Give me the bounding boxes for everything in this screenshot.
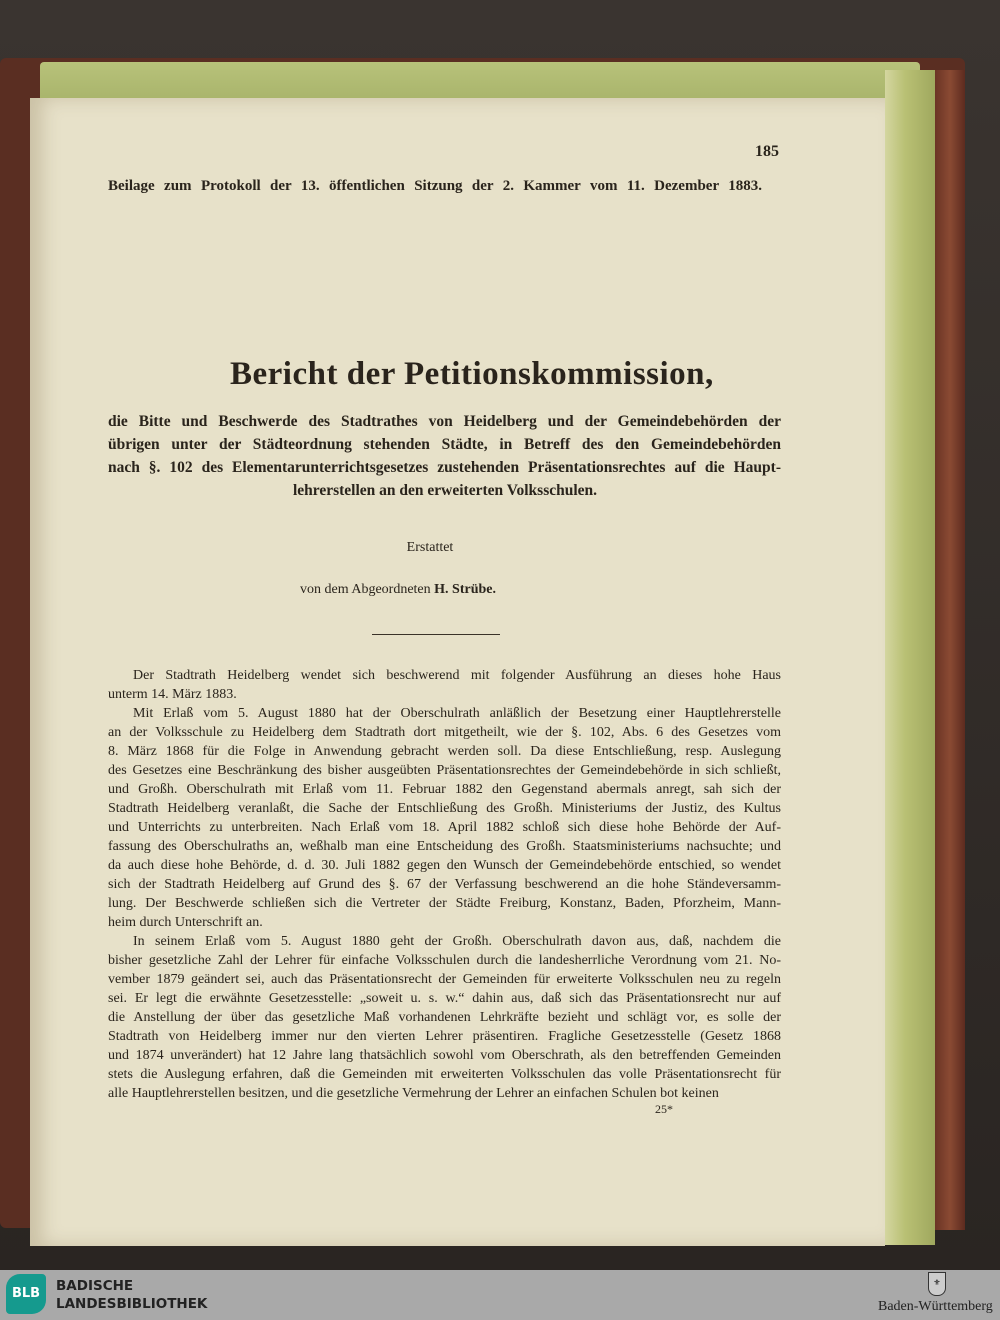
author-prefix: von dem Abgeordneten [300, 582, 431, 597]
book-spine [935, 70, 965, 1230]
coat-of-arms-icon: ⚜ [928, 1272, 946, 1296]
body-line: fassung des Oberschulraths an, weßhalb man eine Entscheidung des Großh. Staatsministeriums nachsuchte; und [108, 839, 781, 854]
author-line [300, 582, 496, 598]
library-name-line1: BADISCHE [56, 1278, 134, 1294]
body-line: sich der Stadtrath Heidelberg auf Grund des §. 67 der Verfassung beschwerend an die hohe Ständeversamm- [108, 877, 781, 892]
body-line: lung. Der Beschwerde schließen sich die Vertreter der Städte Freiburg, Konstanz, Baden, Pforzheim, Mann- [108, 896, 781, 911]
body-line: stets die Auslegung erfahren, daß die Gemeinden mit erweiterten Volksschulen das volle Präsentationsrecht für [108, 1067, 781, 1082]
library-name-line2: LANDESBIBLIOTHEK [56, 1296, 208, 1312]
body-line: Stadtrath Heidelberg veranlaßt, die Sache der Entschließung des Großh. Ministeriums der Justiz, des Kultus [108, 801, 781, 816]
author-name: H. Strübe. [434, 582, 496, 597]
document-title: Bericht der Petitionskommission, [230, 356, 714, 392]
page-number: 185 [755, 143, 779, 160]
subtitle-line: übrigen unter der Städteordnung stehenden Städte, in Betreff des den Gemeindebehörden [108, 436, 781, 453]
body-line: da auch diese hohe Behörde, d. d. 30. Juli 1882 gegen den Wunsch der Gemeindebehörde entschied, so wendet [108, 858, 781, 873]
blb-logo[interactable]: BLB [6, 1274, 46, 1314]
page-header: Beilage zum Protokoll der 13. öffentlichen Sitzung der 2. Kammer vom 11. Dezember 1883. [108, 178, 762, 194]
subtitle-line: die Bitte und Beschwerde des Stadtrathes von Heidelberg und der Gemeindebehörden der [108, 413, 781, 430]
body-line: 8. März 1868 für die Folge in Anwendung gebracht werden soll. Da diese Entschließung, resp. Auslegung [108, 744, 781, 759]
body-line: In seinem Erlaß vom 5. August 1880 geht der Großh. Oberschulrath davon aus, daß, nachdem die [133, 934, 781, 949]
erstattet-label: Erstattet [406, 540, 454, 555]
body-line: Der Stadtrath Heidelberg wendet sich beschwerend mit folgender Ausführung an dieses hohe Haus [133, 668, 781, 683]
body-line: Mit Erlaß vom 5. August 1880 hat der Oberschulrath anläßlich der Besetzung einer Hauptlehrerstelle [133, 706, 781, 721]
library-name[interactable] [56, 1277, 207, 1313]
body-line: vember 1879 geändert sei, auch das Präsentationsrecht der Gemeinden für erweiterte Volksschulen neu zu regeln [108, 972, 781, 987]
body-line: an der Volksschule zu Heidelberg dem Stadtrath dort mitgetheilt, wie der §. 102, Abs. 6 des Gesetzes vom [108, 725, 782, 740]
body-line: heim durch Unterschrift an. [108, 915, 263, 930]
body-line: und 1874 unverändert) hat 12 Jahre lang thatsächlich sowohl vom Oberschrath, als den betreffenden Gemeinden [108, 1048, 782, 1063]
body-line: die Anstellung der über das gesetzliche Maß vorhandenen Lehrkräfte bezieht und schlägt vor, es solle der [108, 1010, 781, 1025]
page-edges-right [885, 70, 935, 1245]
body-line: und Großh. Oberschulrath mit Erlaß vom 11. Februar 1882 den Gegenstand abermals anregt, sah sich der [108, 782, 781, 797]
body-line: alle Hauptlehrerstellen besitzen, und die gesetzliche Vermehrung der Lehrer an einfachen Schulen bot keinen [108, 1086, 719, 1101]
subtitle-line: nach §. 102 des Elementarunterrichtsgesetzes zustehenden Präsentationsrechtes auf die Haupt- [108, 459, 781, 476]
body-line: bisher gesetzliche Zahl der Lehrer für einfache Volksschulen durch die landesherrliche Verordnung vom 21. No- [108, 953, 781, 968]
body-line: Stadtrath von Heidelberg immer nur den vierten Lehrer präsentiren. Fragliche Gesetzesstelle (Gesetz 1868 [108, 1029, 781, 1044]
body-line: des Gesetzes eine Beschränkung des bisher ausgeübten Präsentationsrechtes der Gemeindebehörde in sich schließt, [108, 763, 781, 778]
subtitle-line: lehrerstellen an den erweiterten Volksschulen. [292, 482, 598, 499]
signature-mark: 25* [655, 1102, 673, 1116]
body-line: unterm 14. März 1883. [108, 687, 237, 702]
state-name[interactable]: Baden-Württemberg [878, 1299, 993, 1314]
body-line: und Unterrichts zu unterbreiten. Nach Erlaß vom 18. April 1882 schloß sich diese hohe Behörde der Auf- [108, 820, 782, 835]
separator-rule [372, 634, 500, 635]
body-line: sei. Er legt die erwähnte Gesetzesstelle: „soweit u. s. w.“ dahin aus, daß sich das Präsentationsrecht nur auf [108, 991, 781, 1006]
